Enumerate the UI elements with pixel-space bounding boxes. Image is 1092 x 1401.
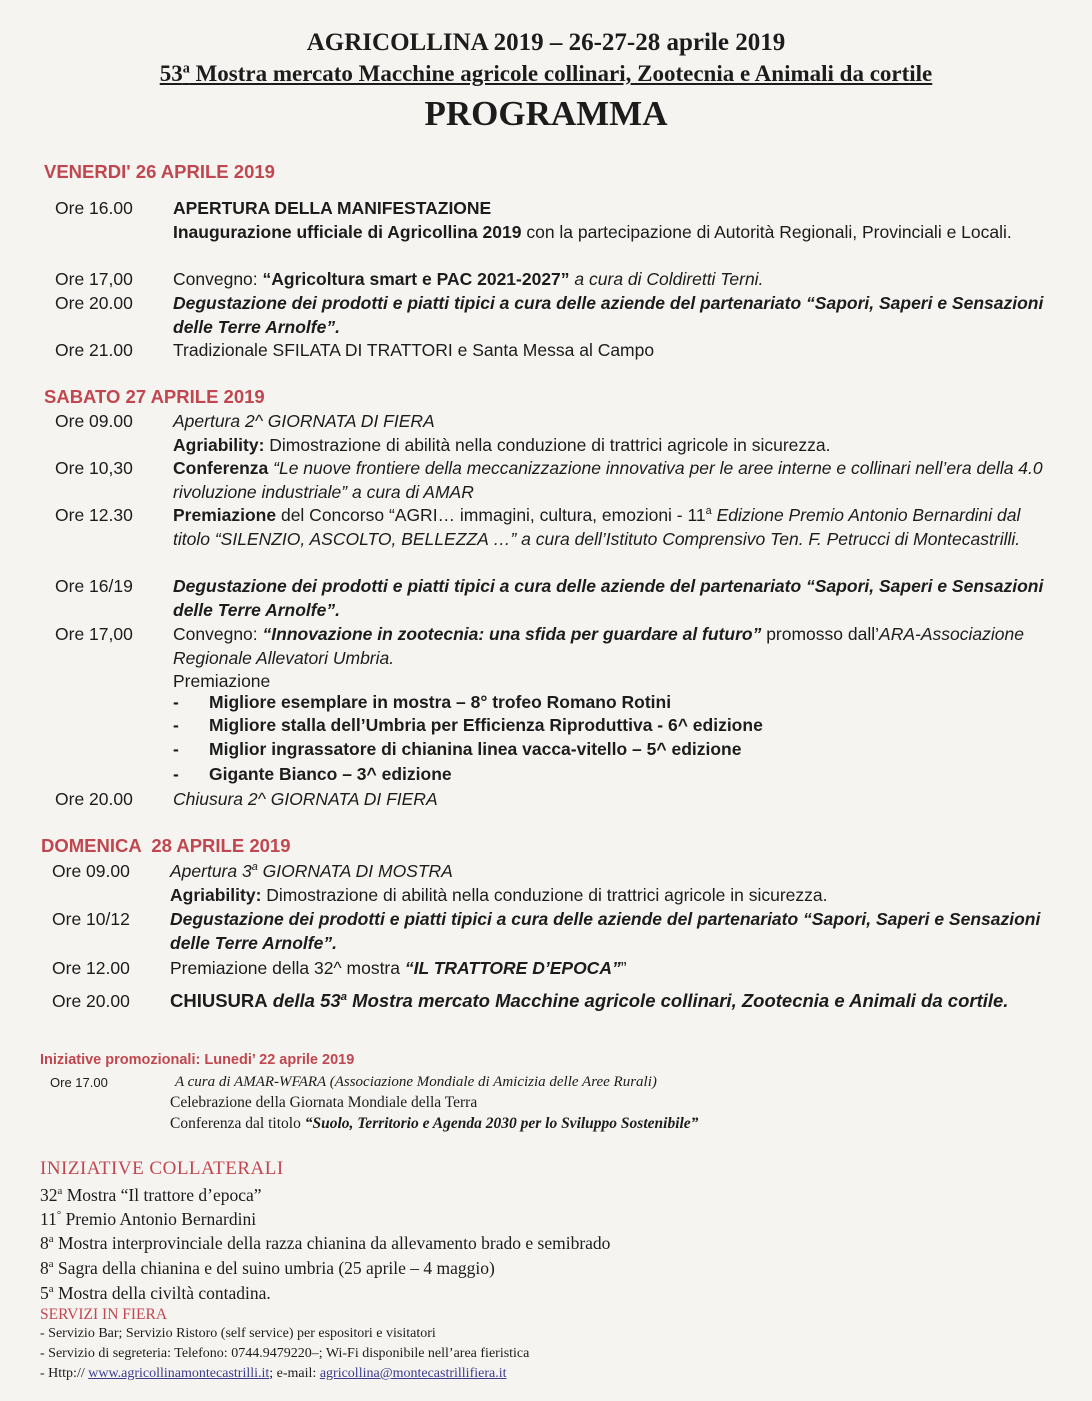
entry-italic: a cura di Coldiretti Terni. bbox=[569, 269, 764, 289]
entry-description: Degustazione dei prodotti e piatti tipici a cura delle aziende del partenariato “Sapori, Saperi e Sensazioni delle Terre Arnolfe”. bbox=[173, 293, 1044, 337]
award-text: Miglior ingrassatore di chianina linea vacca-vitello – 5^ edizione bbox=[209, 739, 742, 759]
item-num: 5 bbox=[40, 1283, 49, 1303]
entry-description bbox=[173, 504, 1055, 551]
bullet-dash: - bbox=[173, 764, 179, 784]
entry-description bbox=[170, 957, 1052, 981]
entry-description: Degustazione dei prodotti e piatti tipici a cura delle aziende del partenariato “Sapori, Saperi e Sensazioni delle Terre Arnolfe”. bbox=[173, 576, 1044, 620]
bullet-dash: - bbox=[173, 739, 179, 759]
collateral-item bbox=[40, 1283, 271, 1304]
document-header bbox=[0, 28, 1092, 134]
entry-text: Convegno: bbox=[173, 624, 263, 644]
bullet-dash: - bbox=[173, 715, 179, 735]
item-num: 8 bbox=[40, 1233, 49, 1253]
entry-bold-italic: Mostra mercato Macchine agricole collinari, Zootecnia e Animali da cortile. bbox=[347, 990, 1009, 1011]
entry-subheading: Premiazione bbox=[173, 671, 271, 691]
entry-bold-italic: “IL TRATTORE D’EPOCA” bbox=[404, 958, 621, 978]
schedule-entry bbox=[55, 410, 1055, 457]
service-item: - Servizio di segreteria: Telefono: 0744.9479220–; Wi-Fi disponibile nell’area fieristica bbox=[40, 1346, 530, 1361]
promo-entry bbox=[50, 1072, 657, 1093]
schedule-entry bbox=[55, 197, 1055, 244]
item-sup: a bbox=[48, 1233, 54, 1246]
schedule-entry bbox=[52, 908, 1052, 955]
item-sup: a bbox=[57, 1185, 63, 1198]
item-num: 8 bbox=[40, 1258, 49, 1278]
promo-line: Celebrazione della Giornata Mondiale della Terra bbox=[170, 1094, 478, 1111]
entry-text: del Concorso “AGRI… immagini, cultura, emozioni - 11 bbox=[276, 505, 706, 525]
item-text: Premio Antonio Bernardini bbox=[61, 1209, 257, 1229]
item-sup: a bbox=[48, 1258, 54, 1271]
collateral-item bbox=[40, 1233, 610, 1254]
schedule-entry bbox=[52, 987, 1052, 1015]
item-sup: ° bbox=[56, 1209, 62, 1222]
page-title: PROGRAMMA bbox=[424, 94, 668, 133]
entry-description bbox=[173, 457, 1055, 504]
schedule-entry bbox=[55, 575, 1055, 622]
entry-bold: “Agricoltura smart e PAC 2021-2027” bbox=[262, 269, 570, 289]
website-link[interactable]: www.agricollinamontecastrilli.it bbox=[88, 1366, 270, 1381]
promo-line: A cura di AMAR-WFARA (Associazione Mondiale di Amicizia delle Aree Rurali) bbox=[175, 1074, 657, 1090]
schedule-entry bbox=[55, 788, 1055, 812]
entry-time: Ore 20.00 bbox=[55, 293, 133, 313]
promo-title: “Suolo, Territorio e Agenda 2030 per lo Sviluppo Sostenibile” bbox=[304, 1115, 699, 1132]
entry-text: Dimostrazione di abilità nella conduzione di trattrici agricole in sicurezza. bbox=[261, 884, 828, 905]
email-link[interactable]: agricollina@montecastrillifiera.it bbox=[319, 1366, 507, 1381]
entry-bold-italic: della 53 bbox=[267, 990, 341, 1011]
entry-time: Ore 12.30 bbox=[55, 505, 133, 525]
promo-heading: Iniziative promozionali: Lunedi’ 22 aprile 2019 bbox=[40, 1052, 355, 1068]
entry-text: con la partecipazione di Autorità Regionali, Provinciali e Locali. bbox=[521, 221, 1012, 242]
schedule-entry bbox=[55, 504, 1055, 551]
item-num: 32 bbox=[40, 1185, 58, 1205]
entry-description bbox=[173, 623, 1055, 694]
day-heading-saturday: SABATO 27 APRILE 2019 bbox=[44, 386, 265, 407]
item-text: Mostra interprovinciale della razza chianina da allevamento brado e semibrado bbox=[53, 1233, 611, 1253]
entry-time: Ore 20.00 bbox=[55, 789, 133, 809]
entry-italic: Apertura 3 bbox=[170, 861, 252, 881]
entry-description: Tradizionale SFILATA DI TRATTORI e Santa Messa al Campo bbox=[173, 340, 655, 360]
entry-time: Ore 12.00 bbox=[52, 958, 130, 978]
award-item bbox=[173, 714, 763, 737]
schedule-entry bbox=[55, 268, 1055, 292]
collateral-item bbox=[40, 1185, 262, 1206]
entry-italic: “Le nuove frontiere della meccanizzazione innovativa per le aree interne e collinari nell’era della 4.0 rivoluzione industriale” a cura di AMAR bbox=[173, 458, 1043, 502]
subtitle-number: 53 bbox=[159, 61, 183, 86]
promo-line bbox=[170, 1115, 698, 1133]
collateral-heading: INIZIATIVE COLLATERALI bbox=[40, 1158, 284, 1179]
event-title: AGRICOLLINA 2019 – 26-27-28 aprile 2019 bbox=[306, 29, 786, 56]
entry-sup: a bbox=[705, 505, 712, 518]
entry-italic: Edizione Premio Antonio Bernardini dal titolo “SILENZIO, ASCOLTO, BELLEZZA …” a cura dell’Istituto Comprensivo Ten. F. Petrucci di Montecastrilli. bbox=[173, 505, 1021, 549]
collateral-item bbox=[40, 1209, 256, 1230]
item-text: Sagra della chianina e del suino umbria (25 aprile – 4 maggio) bbox=[53, 1258, 495, 1278]
entry-bold: Agriability: bbox=[170, 884, 262, 905]
service-text: - Http:// bbox=[40, 1366, 89, 1381]
day-heading-friday: VENERDI' 26 APRILE 2019 bbox=[44, 161, 275, 182]
bullet-dash: - bbox=[173, 692, 179, 712]
award-item bbox=[173, 763, 452, 786]
entry-bold-italic: “Innovazione in zootecnia: una sfida per guardare al futuro” bbox=[262, 624, 762, 644]
entry-description: Degustazione dei prodotti e piatti tipici a cura delle aziende del partenariato “Sapori, Saperi e Sensazioni delle Terre Arnolfe”. bbox=[170, 909, 1041, 953]
entry-time: Ore 10,30 bbox=[55, 458, 133, 478]
promo-text: Conferenza dal titolo bbox=[170, 1115, 305, 1132]
entry-description bbox=[170, 860, 1052, 907]
subtitle-sup: a bbox=[182, 60, 190, 77]
item-text: Mostra della civiltà contadina. bbox=[53, 1283, 271, 1303]
item-text: Mostra “Il trattore d’epoca” bbox=[62, 1185, 262, 1205]
services-heading: SERVIZI IN FIERA bbox=[40, 1306, 168, 1323]
entry-text: Dimostrazione di abilità nella conduzione di trattrici agricole in sicurezza. bbox=[264, 434, 831, 455]
day-heading-sunday: DOMENICA 28 APRILE 2019 bbox=[41, 835, 291, 856]
award-text: Migliore stalla dell’Umbria per Efficienza Riproduttiva - 6^ edizione bbox=[209, 715, 763, 735]
entry-bold: Premiazione bbox=[173, 505, 277, 525]
service-item bbox=[40, 1366, 506, 1382]
event-subtitle bbox=[0, 60, 1092, 88]
entry-bold: Conferenza bbox=[173, 458, 274, 478]
item-num: 11 bbox=[40, 1209, 57, 1229]
schedule-entry bbox=[55, 339, 1055, 363]
schedule-entry bbox=[55, 457, 1055, 504]
entry-time: Ore 20.00 bbox=[52, 991, 130, 1011]
entry-time: Ore 16/19 bbox=[55, 576, 133, 596]
entry-text: ” bbox=[620, 958, 627, 978]
entry-sup: a bbox=[251, 861, 258, 874]
schedule-entry bbox=[55, 623, 1055, 694]
entry-description bbox=[173, 197, 1055, 244]
award-text: Gigante Bianco – 3^ edizione bbox=[209, 764, 452, 784]
entry-italic: ARA-Associazione Regionale Allevatori Umbria. bbox=[173, 624, 1024, 668]
entry-sup: a bbox=[340, 990, 348, 1003]
entry-description bbox=[173, 410, 1055, 457]
service-text: ; e-mail: bbox=[269, 1366, 320, 1381]
entry-description: Chiusura 2^ GIORNATA DI FIERA bbox=[173, 789, 438, 809]
service-item: - Servizio Bar; Servizio Ristoro (self service) per espositori e visitatori bbox=[40, 1326, 436, 1341]
award-item bbox=[173, 691, 671, 714]
entry-time: Ore 09.00 bbox=[52, 861, 130, 881]
entry-description bbox=[170, 987, 1052, 1015]
item-sup: a bbox=[48, 1283, 54, 1296]
entry-time: Ore 16.00 bbox=[55, 198, 133, 218]
entry-title: APERTURA DELLA MANIFESTAZIONE bbox=[173, 198, 492, 218]
entry-italic: Apertura 2^ GIORNATA DI FIERA bbox=[173, 411, 435, 431]
entry-bold: Agriability: bbox=[173, 434, 265, 455]
entry-bold: Inaugurazione ufficiale di Agricollina 2019 bbox=[173, 221, 522, 242]
entry-time: Ore 10/12 bbox=[52, 909, 130, 929]
entry-bold: CHIUSURA bbox=[170, 990, 268, 1011]
entry-time: Ore 17,00 bbox=[55, 269, 133, 289]
entry-italic: GIORNATA DI MOSTRA bbox=[257, 861, 453, 881]
entry-time: Ore 09.00 bbox=[55, 411, 133, 431]
schedule-entry bbox=[52, 860, 1052, 907]
subtitle-text: Mostra mercato Macchine agricole collinari, Zootecnia e Animali da cortile bbox=[189, 61, 933, 86]
award-text: Migliore esemplare in mostra – 8° trofeo Romano Rotini bbox=[209, 692, 672, 712]
entry-time: Ore 17.00 bbox=[50, 1075, 108, 1090]
entry-text: Convegno: bbox=[173, 269, 263, 289]
award-item bbox=[173, 738, 741, 761]
entry-time: Ore 17,00 bbox=[55, 624, 133, 644]
schedule-entry bbox=[55, 292, 1055, 339]
schedule-entry bbox=[52, 957, 1052, 981]
entry-time: Ore 21.00 bbox=[55, 340, 133, 360]
entry-description bbox=[173, 268, 1055, 292]
collateral-item bbox=[40, 1258, 495, 1279]
entry-text: Premiazione della 32^ mostra bbox=[170, 958, 405, 978]
entry-text: promosso dall’ bbox=[761, 624, 880, 644]
